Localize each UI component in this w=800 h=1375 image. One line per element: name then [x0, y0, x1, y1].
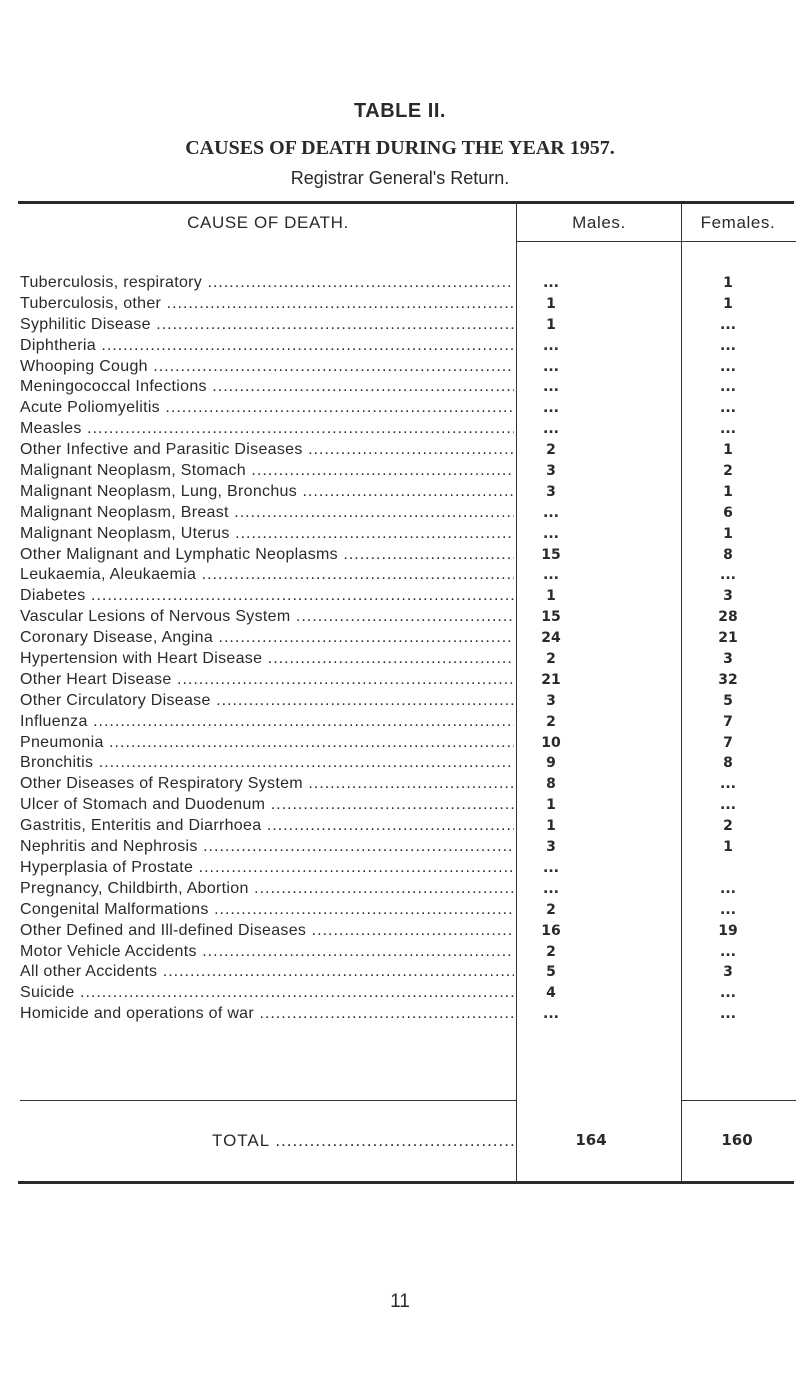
total-rule-females: [681, 1100, 796, 1101]
table-row: [20, 733, 794, 754]
total-label: TOTAL .....: [20, 1131, 516, 1151]
males-count: 2: [546, 943, 556, 960]
cause-label: Syphilitic Disease .....: [20, 315, 514, 336]
table-row: [20, 503, 794, 524]
total-females: 160: [721, 1131, 753, 1149]
females-count: 6: [723, 504, 733, 521]
males-count: 5: [546, 964, 556, 981]
cause-label: Bronchitis .....: [20, 753, 514, 774]
cause-label: All other Accidents .....: [20, 962, 514, 983]
females-count: ...: [720, 400, 736, 417]
males-count: 1: [546, 588, 556, 605]
males-count: ...: [543, 400, 559, 417]
females-count: 1: [723, 525, 733, 542]
cause-label: Whooping Cough .....: [20, 357, 514, 378]
table-title: CAUSES OF DEATH DURING THE YEAR 1957.: [185, 137, 615, 159]
females-count: 5: [723, 692, 733, 709]
females-count: 21: [718, 630, 738, 647]
cause-label: Pregnancy, Childbirth, Abortion .....: [20, 879, 514, 900]
females-count: 1: [723, 275, 733, 291]
table-row: [20, 565, 794, 586]
females-count: 3: [723, 588, 733, 605]
males-count: 1: [546, 295, 556, 312]
table-row: [20, 858, 794, 879]
females-count: 2: [723, 818, 733, 835]
table-row: [20, 942, 794, 963]
header-females: Females.: [700, 213, 776, 232]
table-row: [20, 691, 794, 712]
table-row: [20, 628, 794, 649]
table-row: [20, 753, 794, 774]
males-count: ...: [543, 421, 559, 438]
females-count: ...: [720, 880, 736, 897]
females-count: 1: [723, 442, 733, 459]
males-count: 16: [541, 922, 561, 939]
females-count: 7: [723, 713, 733, 730]
table-row: [20, 670, 794, 691]
females-count: ...: [720, 901, 736, 918]
cause-label: Ulcer of Stomach and Duodenum .....: [20, 795, 514, 816]
males-count: 1: [546, 797, 556, 814]
cause-label: Malignant Neoplasm, Breast .....: [20, 503, 514, 524]
cause-label: Meningococcal Infections .....: [20, 377, 514, 398]
table-row: [20, 586, 794, 607]
males-count: 3: [546, 692, 556, 709]
females-count: 19: [718, 922, 738, 939]
males-count: 10: [541, 734, 561, 751]
females-count: 2: [723, 463, 733, 480]
table-row: [20, 315, 794, 336]
females-count: 7: [723, 734, 733, 751]
cause-label: Diabetes .....: [20, 586, 514, 607]
total-rule-cause: [20, 1100, 516, 1101]
females-count: ...: [720, 1006, 736, 1023]
table-row: [20, 837, 794, 858]
table-row: [20, 816, 794, 837]
females-count: ...: [720, 421, 736, 438]
females-count: ...: [720, 776, 736, 793]
cause-label: Malignant Neoplasm, Stomach .....: [20, 461, 514, 482]
males-count: 3: [546, 463, 556, 480]
table-row: [20, 545, 794, 566]
cause-label: Motor Vehicle Accidents .....: [20, 942, 514, 963]
females-count: ...: [720, 379, 736, 396]
cause-label: Congenital Malformations .....: [20, 900, 514, 921]
males-count: 1: [546, 316, 556, 333]
males-count: ...: [543, 880, 559, 897]
males-count: ...: [543, 275, 559, 291]
table-row: [20, 962, 794, 983]
females-count: 1: [723, 295, 733, 312]
females-count: 1: [723, 839, 733, 856]
table-row: [20, 377, 794, 398]
females-count: ...: [720, 316, 736, 333]
females-count: 28: [718, 609, 738, 626]
males-count: ...: [543, 504, 559, 521]
females-count: ...: [720, 337, 736, 354]
header-males: Males.: [572, 213, 626, 232]
table-row: [20, 294, 794, 315]
top-rule: [18, 201, 794, 204]
table-row: [20, 795, 794, 816]
males-count: 15: [541, 609, 561, 626]
header-cause: CAUSE OF DEATH.: [187, 213, 349, 232]
females-count: ...: [720, 985, 736, 1002]
table-row: [20, 482, 794, 503]
table-row: [20, 712, 794, 733]
table-row: [20, 774, 794, 795]
cause-label: Vascular Lesions of Nervous System .....: [20, 607, 514, 628]
cause-label: Homicide and operations of war .....: [20, 1004, 514, 1025]
females-count: ...: [720, 358, 736, 375]
males-count: 2: [546, 901, 556, 918]
cause-label: Pneumonia .....: [20, 733, 514, 754]
females-count: 3: [723, 651, 733, 668]
table-row: [20, 440, 794, 461]
table-row: [20, 357, 794, 378]
females-count: ...: [720, 797, 736, 814]
table-row: [20, 649, 794, 670]
total-males: 164: [575, 1131, 607, 1149]
males-count: 15: [541, 546, 561, 563]
males-count: ...: [543, 358, 559, 375]
males-count: 2: [546, 442, 556, 459]
cause-label: Acute Poliomyelitis .....: [20, 398, 514, 419]
cause-label: Nephritis and Nephrosis .....: [20, 837, 514, 858]
cause-label: Other Diseases of Respiratory System .....: [20, 774, 514, 795]
males-count: ...: [543, 525, 559, 542]
table-source: Registrar General's Return.: [290, 168, 510, 188]
table-row: [20, 461, 794, 482]
males-count: ...: [543, 567, 559, 584]
cause-label: Other Malignant and Lymphatic Neoplasms .....: [20, 545, 514, 566]
table-row: [20, 879, 794, 900]
females-count: 1: [723, 483, 733, 500]
cause-label: Malignant Neoplasm, Uterus .....: [20, 524, 514, 545]
males-count: 2: [546, 713, 556, 730]
males-count: 2: [546, 651, 556, 668]
cause-label: Influenza .....: [20, 712, 514, 733]
table-row: [20, 273, 794, 294]
females-count: 8: [723, 546, 733, 563]
cause-label: Measles .....: [20, 419, 514, 440]
table-number: TABLE II.: [354, 100, 446, 122]
males-count: ...: [543, 859, 559, 876]
males-count: 8: [546, 776, 556, 793]
cause-label: Other Infective and Parasitic Diseases .....: [20, 440, 514, 461]
page-number: 11: [390, 1291, 410, 1312]
cause-label: Leukaemia, Aleukaemia .....: [20, 565, 514, 586]
cause-label: Suicide .....: [20, 983, 514, 1004]
cause-label: Malignant Neoplasm, Lung, Bronchus .....: [20, 482, 514, 503]
males-count: 3: [546, 839, 556, 856]
males-count: 1: [546, 818, 556, 835]
bottom-rule: [18, 1181, 794, 1184]
females-count: ...: [720, 943, 736, 960]
table-row: [20, 983, 794, 1004]
cause-label: Gastritis, Enteritis and Diarrhoea .....: [20, 816, 514, 837]
cause-label: Coronary Disease, Angina .....: [20, 628, 514, 649]
header-underline: [516, 241, 796, 242]
females-count: 3: [723, 964, 733, 981]
table-row: [20, 921, 794, 942]
males-count: 9: [546, 755, 556, 772]
table-row: [20, 900, 794, 921]
table-row: [20, 398, 794, 419]
cause-label: Hypertension with Heart Disease .....: [20, 649, 514, 670]
males-count: ...: [543, 379, 559, 396]
males-count: 3: [546, 483, 556, 500]
table-row: [20, 419, 794, 440]
females-count: ...: [720, 567, 736, 584]
males-count: 21: [541, 671, 561, 688]
males-count: ...: [543, 337, 559, 354]
cause-label: Tuberculosis, respiratory .....: [20, 273, 514, 294]
cause-label: Other Circulatory Disease .....: [20, 691, 514, 712]
table-row: [20, 1004, 794, 1025]
females-count: 32: [718, 671, 738, 688]
cause-label: Tuberculosis, other .....: [20, 294, 514, 315]
cause-label: Diphtheria .....: [20, 336, 514, 357]
females-count: 8: [723, 755, 733, 772]
males-count: ...: [543, 1006, 559, 1023]
cause-label: Other Defined and Ill-defined Diseases .....: [20, 921, 514, 942]
table-row: [20, 336, 794, 357]
cause-label: Hyperplasia of Prostate .....: [20, 858, 514, 879]
males-count: 4: [546, 985, 556, 1002]
cause-table-body: [20, 273, 794, 1025]
table-row: [20, 607, 794, 628]
males-count: 24: [541, 630, 561, 647]
table-row: [20, 524, 794, 545]
cause-label: Other Heart Disease .....: [20, 670, 514, 691]
